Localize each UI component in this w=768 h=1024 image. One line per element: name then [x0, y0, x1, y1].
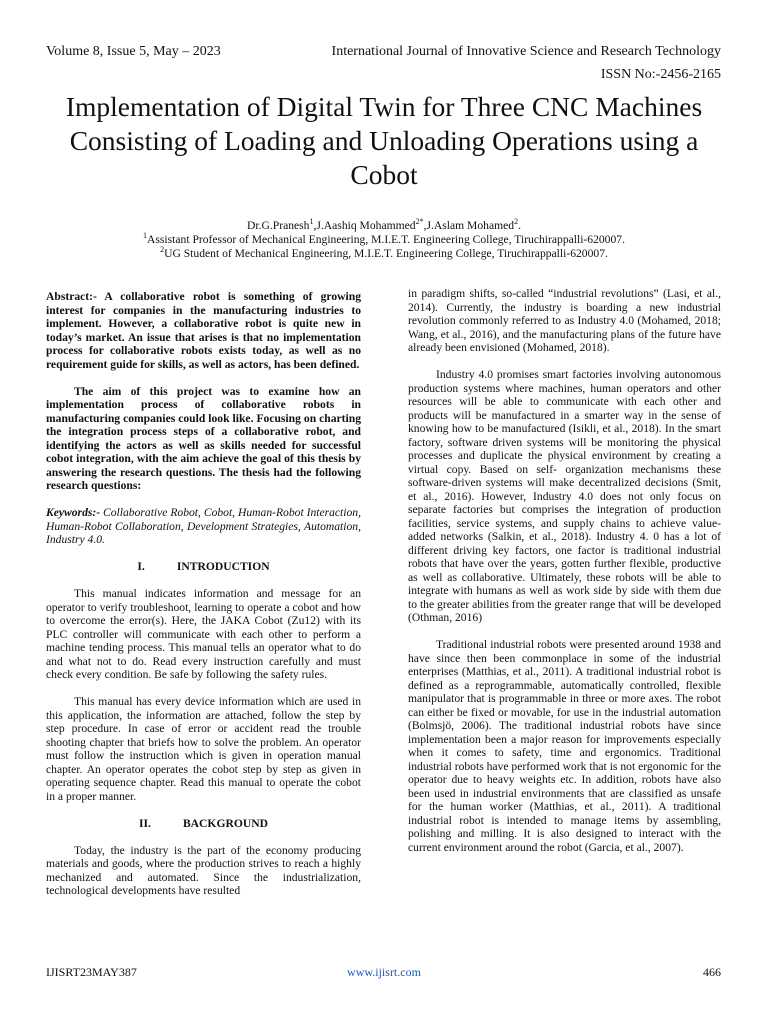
author-2: ,J.Aashiq Mohammed — [313, 219, 416, 232]
abstract-paragraph-2: The aim of this project was to examine how an implementation process of collaborative robots in manufacturing companies could look like. Focusing on charting the integration process steps of a collaborative robot, and identifying the actors as well as skills needed for successful cobot integration, with the aim achieve the goal of this thesis by answering the research questions. The thesis had the following research questions: — [46, 384, 361, 492]
author-3-sup: 2 — [514, 217, 519, 227]
affiliation-2-text: UG Student of Mechanical Engineering, M.I.E.T. Engineering College, Tiruchirappalli-620007. — [164, 247, 608, 260]
affiliation-1-text: Assistant Professor of Mechanical Engineering, M.I.E.T. Engineering College, Tiruchirappalli-620007. — [147, 233, 625, 246]
footer-page-number: 466 — [703, 965, 721, 979]
section-title: INTRODUCTION — [176, 560, 270, 573]
footer-paper-code: IJISRT23MAY387 — [46, 965, 137, 979]
author-1: Dr.G.Pranesh — [247, 219, 310, 232]
abstract-paragraph-1: Abstract:- A collaborative robot is something of growing interest for companies in the manufacturing industries to implement. However, a collaborative robot is quite new in today’s market. An issue that arises is that no implementation process for collaborative robots exists today, as well as no requirement guide for skills, as well as actors, has been defined. — [46, 290, 361, 371]
affiliation-1-sup: 1 — [143, 231, 148, 241]
background-paragraph-3: Traditional industrial robots were presented around 1938 and have since then been commonplace in some of the industrial enterprises (Matthias, et al., 2011). A traditional industrial robot is defined as a reprogrammable, automatically controlled, flexible manipulator that is programmable in three or more axes. The robot can either be fixed or movable, for use in the industrial automation (Bolmsjö, 2006). The traditional industrial robots have since implementation been a major reason for improvements especially when it comes to safety, time and ergonomics. Traditional industrial robots have performed work that is not ergonomic for the operator due to heavy weights etc. In addition, robots have also been used in industrial environments that are classified as unsafe for the human worker (Matthias, et al., 2011). A traditional industrial robot is intended to manage items by assembling, polishing and milling. It is also designed to interact with the current environment around the robot (Garcia, et al., 2007). — [408, 638, 721, 854]
background-paragraph-1: Today, the industry is the part of the economy producing materials and goods, where the production strives to reach a highly mechanized and automated. Since the industrialization, technological developments have resulted — [46, 843, 361, 897]
author-2-sup: 2* — [415, 217, 424, 227]
section-heading-introduction — [46, 560, 361, 574]
intro-paragraph-1: This manual indicates information and message for an operator to verify troubleshoot, learning to operate a cobot and how to overcome the error(s). Here, the JAKA Cobot (Zu12) with its PLC controller will communicate with each other to perform a machine tending process. This manual tells an operator what to do and what not to do. Read every instruction carefully and must check every condition. Be safe by following the safety rules. — [46, 587, 361, 681]
keywords — [46, 506, 361, 547]
header-journal: International Journal of Innovative Science and Research Technology — [331, 44, 721, 59]
paper-title: Implementation of Digital Twin for Three CNC Machines Consisting of Loading and Unloading Operations using a Cobot — [65, 91, 703, 190]
right-column — [408, 287, 721, 868]
footer-website-link[interactable]: www.ijisrt.com — [347, 965, 421, 979]
keywords-text: Collaborative Robot, Cobot, Human-Robot Interaction, Human-Robot Collaboration, Development Strategies, Automation, Industry 4.0. — [46, 506, 361, 546]
section-heading-background — [46, 817, 361, 831]
section-title: BACKGROUND — [182, 816, 268, 830]
author-1-sup: 1 — [309, 217, 314, 227]
section-number: II. — [139, 816, 151, 830]
header-volume: Volume 8, Issue 5, May – 2023 — [46, 44, 221, 59]
intro-paragraph-2: This manual has every device information which are used in this application, the information are attached, follow the step by step procedure. In case of error or accident read the trouble shooting chapter that briefs how to solve the problem. An operator must follow the instruction which is given in operation manual chapter. An operator operates the cobot step by step as given in operating sequence chapter. Read this manual to operate the cobot in a proper manner. — [46, 695, 361, 803]
affiliation-2-sup: 2 — [160, 245, 165, 255]
author-end: . — [518, 219, 521, 232]
header-issn: ISSN No:-2456-2165 — [600, 67, 721, 82]
section-number: I. — [137, 560, 145, 573]
author-3: ,J.Aslam Mohamed — [423, 219, 515, 232]
left-column — [46, 290, 361, 911]
background-paragraph-continued: in paradigm shifts, so-called “industrial revolutions” (Lasi, et al., 2014). Currently, the industry is boarding a new industrial revolution commonly referred to as Industry 4.0 (Mohamed, 2018; Wang, et al., 2016), and the manufacturing plans of the future have already been envisioned (Mohamed, 2018). — [408, 287, 721, 354]
keywords-label: Keywords:- — [46, 506, 101, 519]
background-paragraph-2: Industry 4.0 promises smart factories involving autonomous production systems where machines, human operators and other resources will be able to communicate with each other and products will be manufactured in a smarter way in the sense of knowing how to be manufactured (Isikli, et al., 2018). In the smart factory, software driven systems will be monitoring the physical processes and duplicate the physical environment by creating a virtual copy. Based on self- organization mechanisms these software-driven systems will make decentralized decisions (Smit, et al., 2016). However, Industry 4.0 does not only focus on separate factories but comprises the integration of production facilities, service systems, and supply chains to achieve value-added networks (Salkin, et al., 2018). Industry 4. 0 has a lot of different driving key factors, one factor is traditional industrial robots that have over the years, gotten further flexible, productive as well as collaborative. Ultimately, these robots will be able to integrate with humans as well as work side by side with them due to the greater abilities from the greater range that will be developed (Othman, 2016) — [408, 368, 721, 624]
affiliation-2 — [40, 247, 728, 261]
affiliation-1 — [40, 233, 728, 247]
